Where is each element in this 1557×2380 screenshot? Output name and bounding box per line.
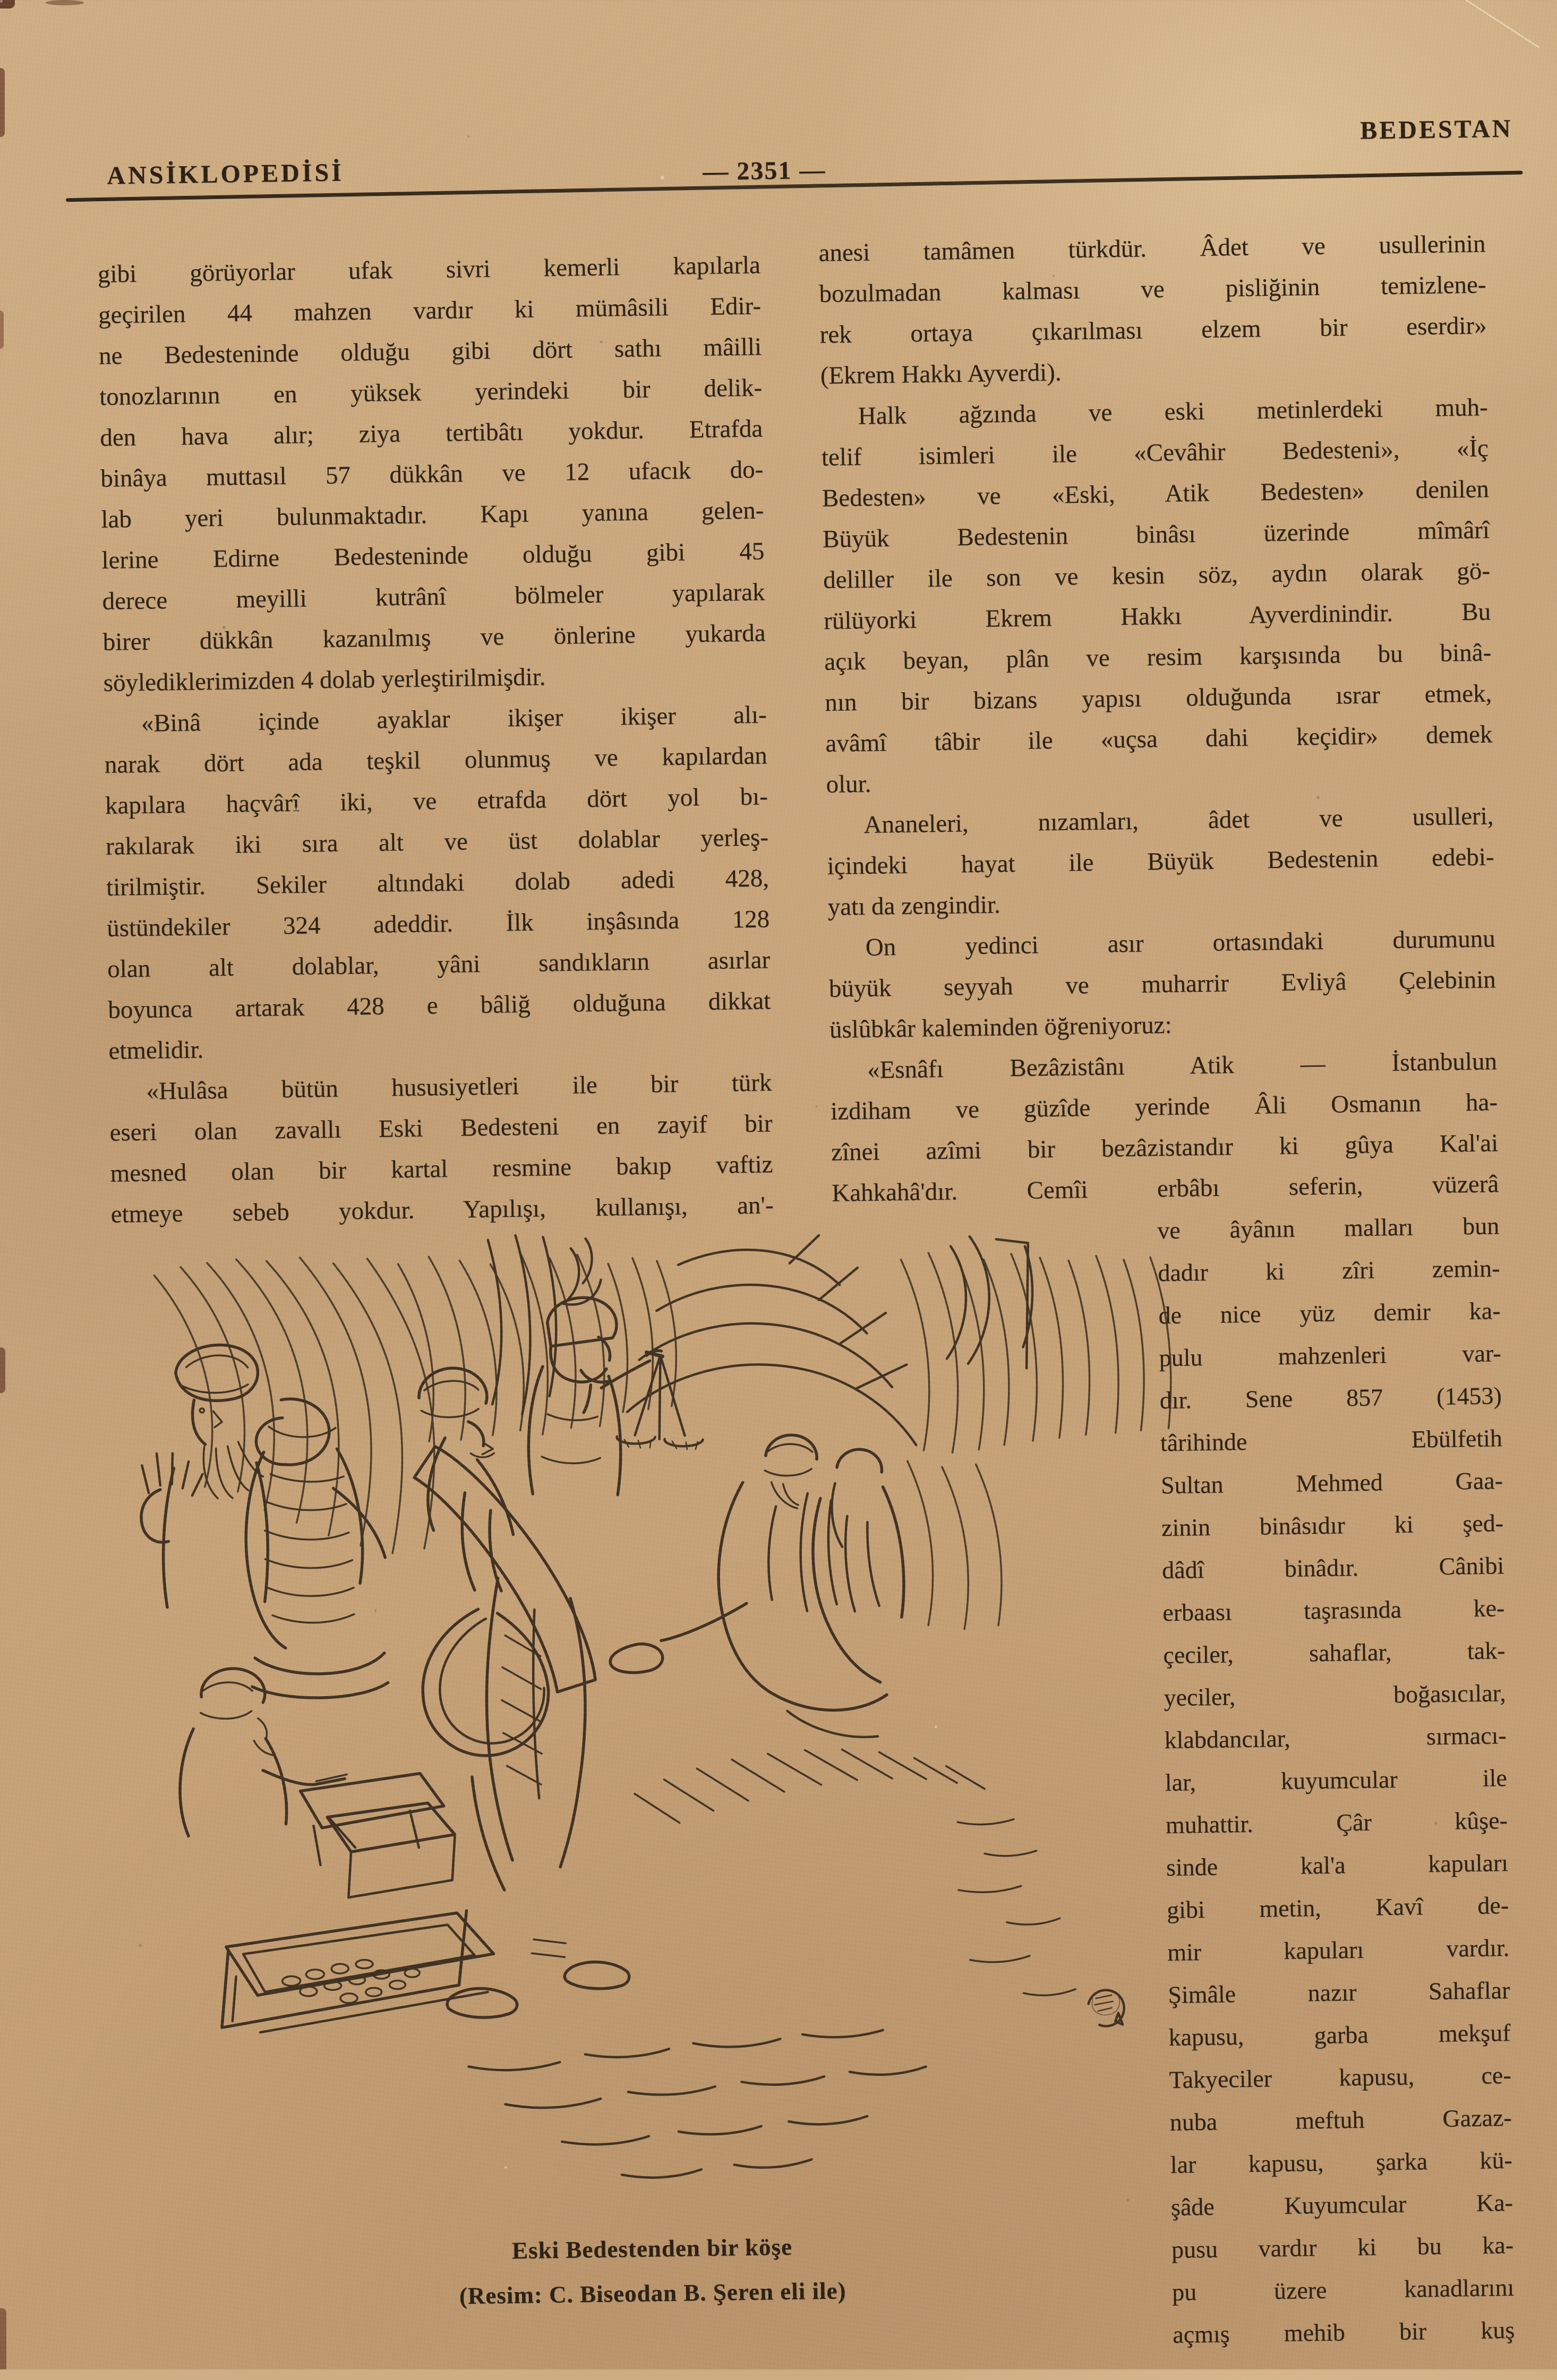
- text-line: rülüyorki Ekrem Hakkı Ayverdinindir. Bu: [823, 598, 1491, 635]
- running-title-left: ANSİKLOPEDİSİ: [106, 158, 345, 190]
- text-line: kapusu, garba mekşuf: [1168, 2018, 1511, 2051]
- text-line: lerine Edirne Bedesteninde olduğu gibi 45: [101, 537, 765, 574]
- text-line: ve âyânın malları bun: [1157, 1212, 1500, 1244]
- text-line: olan alt dolablar, yâni sandıkların asırlar: [107, 946, 771, 983]
- text-line: olur.: [826, 770, 871, 798]
- text-line: gibi görüyorlar ufak sivri kemerli kapılarla: [97, 251, 761, 288]
- text-line: yatı da zengindir.: [827, 891, 1001, 921]
- text-line: çeciler, sahaflar, tak-: [1163, 1636, 1505, 1669]
- illustration-caption: [190, 2228, 1115, 2313]
- text-line: «Esnâfı Bezâzistânı Atik — İstanbulun: [867, 1047, 1498, 1084]
- left-column: [97, 245, 774, 1235]
- text-line: dâdî binâdır. Cânibi: [1161, 1551, 1504, 1584]
- text-line: izdiham ve güzîde yerinde Âli Osmanın ha-: [830, 1088, 1498, 1125]
- text-line: ne Bedesteninde olduğu gibi dört sathı mâilli: [98, 333, 762, 370]
- text-line: On yedinci asır ortasındaki durumunu: [865, 925, 1496, 961]
- text-line: Ananeleri, nızamları, âdet ve usulleri,: [863, 802, 1494, 839]
- text-line: târihinde Ebülfetih: [1160, 1424, 1503, 1457]
- page-number: — 2351 —: [702, 156, 826, 186]
- text-line: pusu vardır ki bu ka-: [1171, 2231, 1514, 2263]
- text-line: üslûbkâr kaleminden öğreniyoruz:: [829, 1011, 1172, 1044]
- text-line: mir kapuları vardır.: [1167, 1934, 1510, 1966]
- text-line: erbaası taşrasında ke-: [1162, 1594, 1505, 1626]
- text-line: açık beyan, plân ve resim karşısında bu binâ-: [824, 639, 1492, 676]
- text-line: zinin binâsıdır ki şed-: [1161, 1509, 1504, 1541]
- caption-title: Eski Bedestenden bir köşe: [511, 2233, 793, 2264]
- right-column-wide: [818, 224, 1499, 1214]
- text-line: dır. Sene 857 (1453): [1159, 1382, 1502, 1414]
- text-line: deliller ile son ve kesin söz, aydın olarak gö-: [823, 557, 1491, 594]
- text-line: klabdancılar, sırmacı-: [1164, 1721, 1507, 1754]
- text-line: «Binâ içinde ayaklar ikişer ikişer alı-: [141, 701, 767, 737]
- text-line: rakılarak iki sıra alt ve üst dolablar yerleş-: [105, 823, 769, 861]
- text-line: rek ortaya çıkarılması elzem bir eserdir»: [819, 312, 1487, 349]
- text-line: üstündekiler 324 adeddir. İlk inşâsında 128: [106, 905, 770, 942]
- text-line: içindeki hayat ile Büyük Bedestenin edebi-: [827, 843, 1494, 880]
- text-line: muhattir. Çâr kûşe-: [1165, 1806, 1508, 1838]
- text-line: Halk ağzında ve eski metinlerdeki muh-: [858, 393, 1488, 430]
- text-line: tirilmiştir. Sekiler altındaki dolab adedi 428,: [106, 864, 769, 901]
- text-line: zînei azîmi bir bezâzistandır ki gûya Kal'ai: [831, 1129, 1499, 1166]
- text-line: Bedesten» ve «Eski, Atik Bedesten» denilen: [822, 475, 1490, 512]
- text-line: büyük seyyah ve muharrir Evliyâ Çelebinin: [828, 966, 1496, 1003]
- text-line: nuba meftuh Gazaz-: [1169, 2103, 1512, 2136]
- text-line: mesned olan bir kartal resmine bakıp vaftiz: [110, 1150, 773, 1188]
- text-line: Sultan Mehmed Gaa-: [1160, 1467, 1503, 1499]
- text-line: Takyeciler kapusu, ce-: [1169, 2061, 1511, 2093]
- text-line: lar kapusu, şarka kü-: [1170, 2146, 1513, 2178]
- text-line: Kahkahâ'dır. Cemîi erbâbı seferin, vüzerâ: [831, 1170, 1499, 1207]
- text-line: lar, kuyumcular ile: [1165, 1764, 1508, 1796]
- text-line: lab yeri bulunmaktadır. Kapı yanına gelen-: [101, 496, 764, 534]
- text-line: anesi tamâmen türkdür. Âdet ve usullerinin: [818, 230, 1486, 267]
- text-line: birer dükkân kazanılmış ve önlerine yukarda: [102, 619, 766, 656]
- text-line: narak dört ada teşkil olunmuş ve kapılardan: [104, 742, 768, 779]
- text-line: sinde kal'a kapuları: [1166, 1849, 1509, 1881]
- text-line: etmeye sebeb yokdur. Yapılışı, kullanışı, an'-: [110, 1191, 774, 1228]
- text-line: Şimâle nazır Sahaflar: [1168, 1976, 1510, 2008]
- text-line: kapılara haçvârî iki, ve etrafda dört yol bı-: [105, 783, 768, 820]
- paper-speckles-light: [0, 0, 3, 3]
- text-line: Büyük Bedestenin binâsı üzerinde mîmârî: [822, 516, 1490, 553]
- bedesten-bazaar-illustration: [121, 1224, 1219, 2236]
- text-line: gibi metin, Kavî de-: [1166, 1891, 1509, 1923]
- engraving-drawing: [121, 1224, 1219, 2236]
- text-line: dadır ki zîri zemin-: [1158, 1255, 1500, 1287]
- text-line: de nice yüz demir ka-: [1158, 1297, 1501, 1329]
- text-line: etmelidir.: [108, 1036, 204, 1065]
- text-line: derece meyilli kutrânî bölmeler yapılarak: [102, 578, 765, 615]
- text-line: avâmî tâbir ile «uçsa dahi keçidir» demek: [825, 720, 1493, 758]
- text-line: binâya muttasıl 57 dükkân ve 12 ufacık do-: [100, 456, 764, 493]
- text-line: nın bir bizans yapısı olduğunda ısrar etmek,: [824, 680, 1492, 717]
- text-line: tonozlarının en yüksek yerindeki bir delik-: [99, 374, 763, 411]
- scan-edge-mark: [46, 0, 84, 5]
- text-line: şâde Kuyumcular Ka-: [1170, 2188, 1513, 2221]
- running-title-right: BEDESTAN: [1359, 114, 1513, 145]
- text-line: söylediklerimizden 4 dolab yerleştirilmişdir.: [103, 663, 546, 697]
- caption-credit: (Resim: C. Biseodan B. Şeren eli ile): [459, 2277, 846, 2309]
- paper-speckles: [0, 0, 2, 2]
- text-line: geçirilen 44 mahzen vardır ki mümâsili Edir-: [98, 292, 762, 329]
- text-line: yeciler, boğasıcılar,: [1164, 1679, 1506, 1711]
- text-line: (Ekrem Hakkı Ayverdi).: [820, 358, 1062, 390]
- artist-monogram: [1088, 1989, 1124, 2026]
- text-line: den hava alır; ziya tertibâtı yokdur. Etrafda: [99, 415, 763, 452]
- text-line: pu üzere kanadlarını: [1171, 2273, 1515, 2306]
- text-line: «Hulâsa bütün hususiyetleri ile bir türk: [146, 1069, 772, 1105]
- text-line: açmış mehib bir kuş: [1172, 2316, 1515, 2348]
- scan-edge-mark: [0, 0, 15, 8]
- scan-edge-mark: [0, 2308, 6, 2369]
- text-line: boyunca artarak 428 e bâliğ olduğuna dikkat: [107, 987, 771, 1024]
- text-line: eseri olan zavallı Eski Bedesteni en zayif bir: [109, 1110, 773, 1147]
- text-line: bozulmadan kalması ve pisliğinin temizlene-: [819, 271, 1486, 308]
- text-line: pulu mahzenleri var-: [1159, 1339, 1501, 1372]
- text-line: telif isimleri ile «Cevâhir Bedesteni», «İç: [821, 434, 1489, 471]
